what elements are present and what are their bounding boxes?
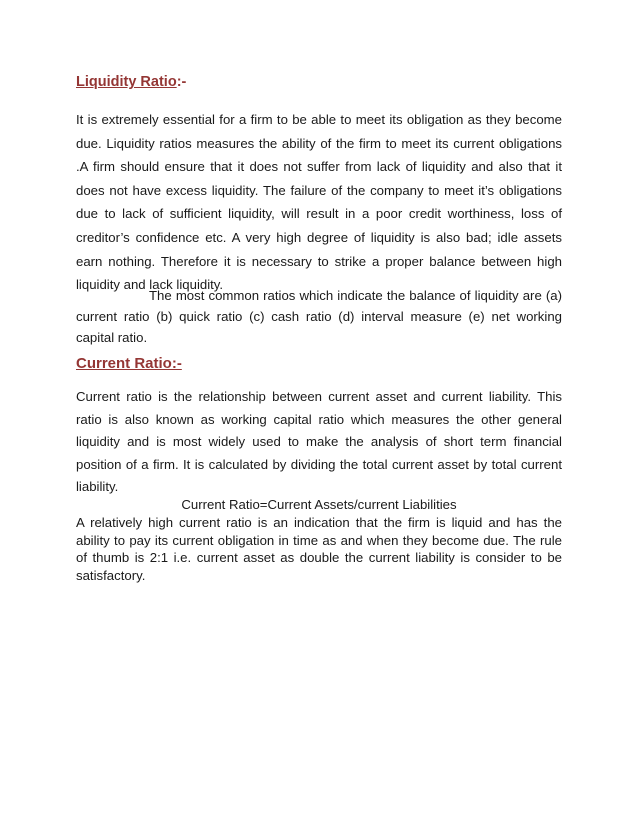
liquidity-ratio-heading [76, 74, 186, 90]
current-ratio-paragraph-2: A relatively high current ratio is an indication that the firm is liquid and has the ability to pay its current obligation in time as and when they become due. The rule of thumb is 2:1 i.e. current asset as double the current liability is consider to be satisfactory. [76, 515, 562, 583]
liquidity-ratio-title: Liquidity Ratio [76, 74, 177, 90]
current-ratio-heading: Current Ratio:- [76, 355, 182, 372]
liquidity-paragraph-1: It is extremely essential for a firm to be able to meet its obligation as they become due. Liquidity ratios measures the ability of the firm to meet its current obligations .A firm should ensure that it does not suffer from lack of liquidity and also that it does not have excess liquidity. The failure of the company to meet it’s obligations due to lack of sufficient liquidity, will result in a poor credit worthiness, loss of creditor’s confidence etc. A very high degree of liquidity is also bad; idle assets earn nothing. Therefore it is necessary to strike a proper balance between high liquidity and lack liquidity. [76, 112, 562, 293]
current-ratio-paragraph-1: Current ratio is the relationship between current asset and current liability. This ratio is also known as working capital ratio which measures the other general liquidity and is most widely used to make the analysis of short term financial position of a firm. It is calculated by dividing the total current asset by total current liability. [76, 389, 562, 494]
current-ratio-formula: Current Ratio=Current Assets/current Liabilities [181, 497, 457, 512]
liquidity-paragraph-2: The most common ratios which indicate the balance of liquidity are (a) current ratio (b) quick ratio (c) cash ratio (d) interval measure (e) net working capital ratio. [76, 288, 562, 345]
liquidity-ratio-suffix: :- [176, 74, 187, 90]
